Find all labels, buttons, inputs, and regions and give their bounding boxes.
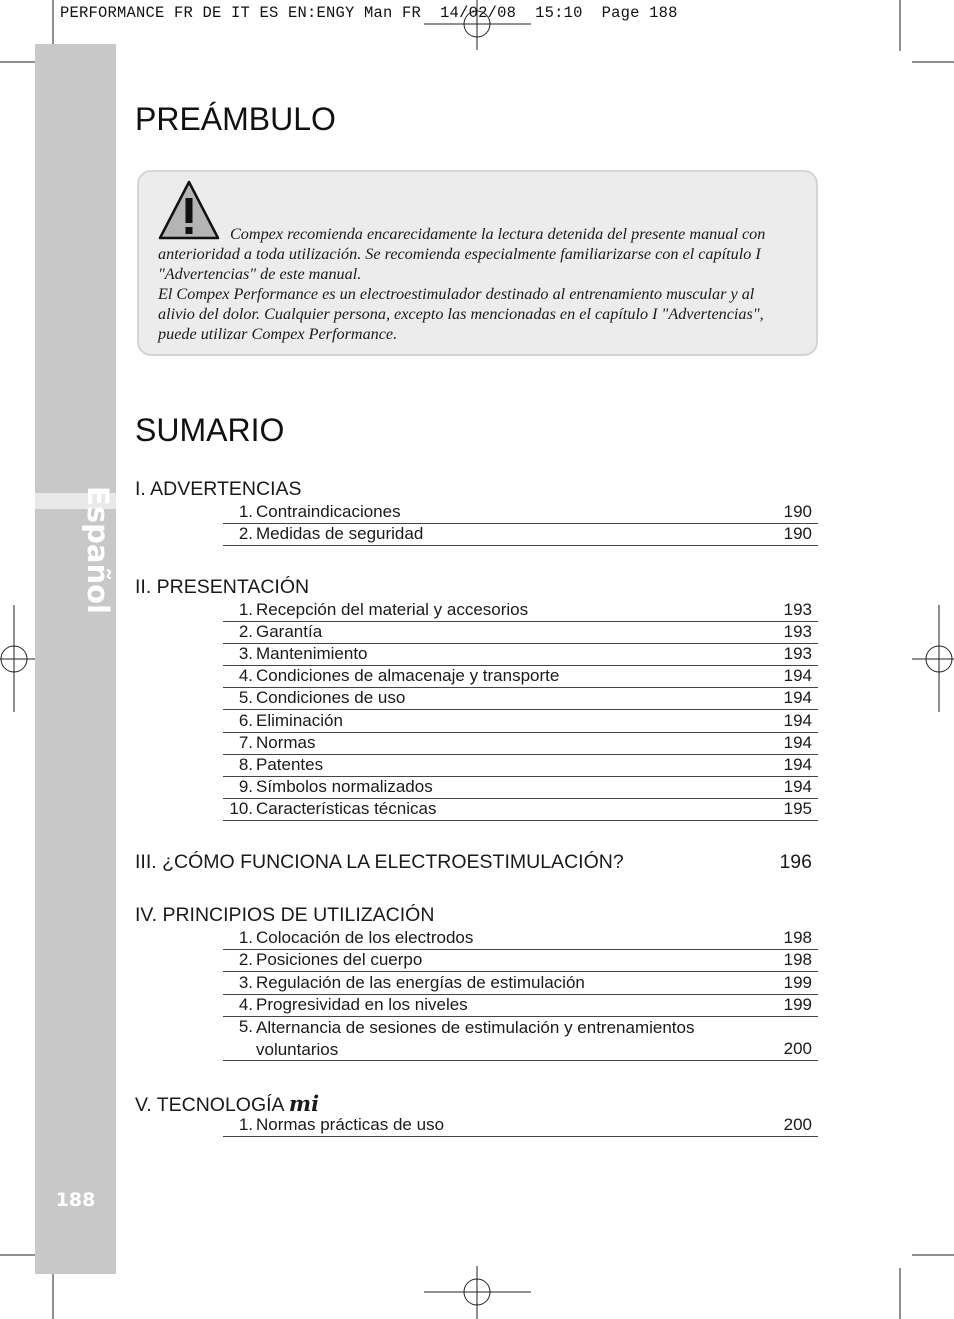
notice-text — [158, 224, 783, 344]
toc-row-number: 3. — [238, 973, 253, 992]
toc-row-title: Mantenimiento — [256, 644, 368, 663]
notice-paragraph-1: Compex recomienda encarecidamente la lectura detenida del presente manual con anterioridad a toda utilización. Se recomienda especialmente familiarizarse con el capítulo I "Advertencias" de este manual. — [158, 225, 766, 283]
toc-row-number: 4. — [238, 995, 253, 1014]
toc-row-page: 198 — [783, 950, 812, 969]
toc-row — [223, 523, 818, 546]
print-slug: PERFORMANCE FR DE IT ES EN:ENGY Man FR 14/02/08 15:10 Page 188 — [60, 4, 678, 22]
toc-row-title: Símbolos normalizados — [256, 777, 433, 796]
toc-row-page: 199 — [783, 973, 812, 992]
toc-row — [223, 643, 818, 666]
toc-row — [223, 949, 818, 972]
toc-row-page: 199 — [783, 995, 812, 1014]
toc-row-page: 198 — [783, 928, 812, 947]
toc-row-number: 9. — [238, 777, 253, 796]
toc-row — [223, 732, 818, 755]
toc-row-title: Características técnicas — [256, 799, 437, 818]
toc-row-page: 194 — [783, 688, 812, 707]
toc-row-title: Recepción del material y accesorios — [256, 600, 529, 619]
toc-row-number: 5. — [238, 688, 253, 707]
toc-row-title: Colocación de los electrodos — [256, 928, 474, 947]
toc-row — [223, 994, 818, 1017]
toc-row — [223, 754, 818, 777]
toc-row-title: Eliminación — [256, 711, 343, 730]
toc-row-title: Progresividad en los niveles — [256, 995, 468, 1014]
toc-row — [223, 927, 818, 950]
toc-row — [223, 798, 818, 821]
toc-row — [223, 1114, 818, 1137]
toc-row — [223, 687, 818, 710]
notice-paragraph-2: El Compex Performance es un electroestimulador destinado al entrenamiento muscular y al alivio del dolor. Cualquier persona, excepto las mencionadas en el capítulo I "Advertencias", puede utilizar Compex Performance. — [158, 285, 764, 343]
toc-row-page: 193 — [783, 600, 812, 619]
toc-row-number: 5. — [238, 1017, 253, 1036]
toc-row-title: Medidas de seguridad — [256, 524, 424, 543]
toc-row-page: 194 — [783, 666, 812, 685]
toc-row-number: 3. — [238, 644, 253, 663]
toc-row — [223, 972, 818, 995]
toc-row-page: 194 — [783, 755, 812, 774]
mi-technology-logo: mi — [288, 1091, 320, 1116]
toc-section-heading: II. PRESENTACIÓN — [135, 576, 310, 598]
toc-row-page: 193 — [783, 622, 812, 641]
toc-row-title: Condiciones de almacenaje y transporte — [256, 666, 560, 685]
toc-row — [223, 621, 818, 644]
toc-row — [223, 665, 818, 688]
toc-row-number: 10. — [229, 799, 253, 818]
toc-row-title: Patentes — [256, 755, 324, 774]
language-tab: Español — [81, 486, 115, 614]
toc-section-heading: III. ¿CÓMO FUNCIONA LA ELECTROESTIMULACIÓN? — [135, 851, 624, 873]
toc-section-heading-text: V. TECNOLOGÍA — [135, 1094, 284, 1116]
toc-row — [223, 710, 818, 733]
toc-row-page: 193 — [783, 644, 812, 663]
toc-row-number: 1. — [238, 600, 253, 619]
toc-row-page: 194 — [783, 733, 812, 752]
toc-row-title: Garantía — [256, 622, 323, 641]
toc-row — [223, 1016, 818, 1061]
toc-row-page: 190 — [783, 524, 812, 543]
toc-row-number: 1. — [238, 502, 253, 521]
preamble-title: PREÁMBULO — [135, 101, 336, 137]
toc-row-number: 4. — [238, 666, 253, 685]
toc-row-number: 1. — [238, 1115, 253, 1134]
toc-row-number: 2. — [238, 524, 253, 543]
toc-row-number: 6. — [238, 711, 253, 730]
sidebar-band — [35, 44, 116, 1274]
toc-row — [223, 776, 818, 799]
toc-row-title: Normas — [256, 733, 316, 752]
page-number: 188 — [55, 1189, 96, 1211]
toc-row-page: 195 — [783, 799, 812, 818]
toc-section-heading: I. ADVERTENCIAS — [135, 478, 302, 500]
toc-title: SUMARIO — [135, 412, 285, 448]
toc-row-page: 194 — [783, 777, 812, 796]
toc-row-page: 194 — [783, 711, 812, 730]
toc-row-page: 200 — [783, 1115, 812, 1134]
toc-row-number: 8. — [238, 755, 253, 774]
toc-row-title: Posiciones del cuerpo — [256, 950, 423, 969]
toc-row-page: 190 — [783, 502, 812, 521]
toc-section-page: 196 — [779, 851, 812, 873]
toc-row-title: Regulación de las energías de estimulación — [256, 973, 585, 992]
toc-row-title: Normas prácticas de uso — [256, 1115, 445, 1134]
toc-row — [223, 599, 818, 622]
toc-row-number: 2. — [238, 622, 253, 641]
toc-row-number: 2. — [238, 950, 253, 969]
toc-row — [223, 501, 818, 524]
toc-row-number: 1. — [238, 928, 253, 947]
toc-row-title: Condiciones de uso — [256, 688, 406, 707]
toc-row-title: Contraindicaciones — [256, 502, 401, 521]
toc-row-number: 7. — [238, 733, 253, 752]
toc-row-page: 200 — [783, 1039, 812, 1058]
toc-row-title: Alternancia de sesiones de estimulación y entrenamientos voluntarios — [256, 1018, 695, 1059]
toc-section-heading: IV. PRINCIPIOS DE UTILIZACIÓN — [135, 904, 435, 926]
